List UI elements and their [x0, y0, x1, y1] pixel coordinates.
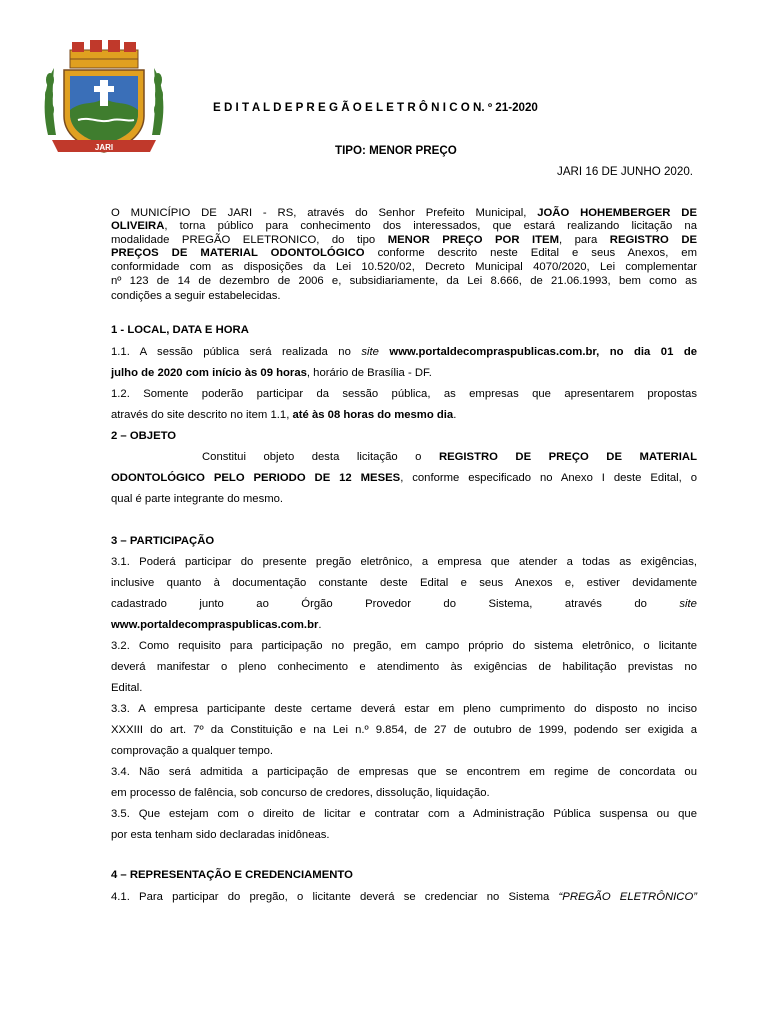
s3-line-3: cadastrado junto ao Órgão Provedor do Sistema, através do site: [111, 598, 697, 610]
s2-line-3: qual é parte integrante do mesmo.: [111, 493, 284, 505]
s1-line-3: 1.2. Somente poderão participar da sessão pública, as empresas que apresentarem propostas: [111, 388, 697, 400]
s3-line-12: em processo de falência, sob concurso de credores, dissolução, liquidação.: [111, 787, 490, 799]
document-title: E D I T A L D E P R E G Ã O E L E T R Ô N I C O N. º 21-2020: [213, 101, 538, 114]
s3-line-1: 3.1. Poderá participar do presente pregão eletrônico, a empresa que atender a todas as exigências,: [111, 556, 697, 568]
s1-line-2: julho de 2020 com início às 09 horas, horário de Brasília - DF.: [111, 367, 432, 379]
s1-line-4: através do site descrito no item 1.1, até às 08 horas do mesmo dia.: [111, 409, 457, 421]
s3-line-9: XXXIII do art. 7º da Constituição e na Lei n.º 9.854, de 27 de outubro de 1999, podendo ser exigida a: [111, 724, 697, 736]
s3-line-7: Edital.: [111, 682, 143, 694]
intro-line-7: condições a seguir estabelecidas.: [111, 290, 281, 302]
section-4-heading: 4 – REPRESENTAÇÃO E CREDENCIAMENTO: [111, 869, 353, 881]
intro-line-3: modalidade PREGÃO ELETRONICO, do tipo MENOR PREÇO POR ITEM, para REGISTRO DE: [111, 234, 698, 246]
intro-line-6: nº 123 de 14 de dezembro de 2006 e, subsidiariamente, da Lei 8.666, de 21.06.1993, bem como as: [111, 275, 697, 287]
s3-line-5: 3.2. Como requisito para participação no pregão, em campo próprio do sistema eletrônico, o licitante: [111, 640, 697, 652]
s3-line-6: deverá manifestar o pleno conhecimento e atendimento às exigências de habilitação previstas no: [111, 661, 697, 673]
ribbon-banner: [52, 140, 156, 152]
s3-line-8: 3.3. A empresa participante deste certame deverá estar em pleno cumprimento do disposto no inciso: [111, 703, 697, 715]
s3-line-13: 3.5. Que estejam com o direito de licitar e contratar com a Administração Pública suspensa ou que: [111, 808, 697, 820]
s2-line-2: ODONTOLÓGICO PELO PERIODO DE 12 MESES, conforme especificado no Anexo I deste Edital, o: [111, 472, 697, 484]
municipal-coat-of-arms-logo: [38, 40, 170, 160]
s2-line-1: Constitui objeto desta licitação o REGISTRO DE PREÇO DE MATERIAL: [202, 451, 697, 463]
intro-line-4: PREÇOS DE MATERIAL ODONTOLÓGICO conforme descrito neste Edital e seus Anexos, em: [111, 247, 697, 259]
s3-line-10: comprovação a qualquer tempo.: [111, 745, 274, 757]
wheat-left-icon: [45, 68, 56, 135]
wheat-right-icon: [152, 68, 163, 135]
intro-line-1: O MUNICÍPIO DE JARI - RS, através do Senhor Prefeito Municipal, JOÃO HOHEMBERGER DE: [111, 207, 697, 219]
s3-line-4: www.portaldecompraspublicas.com.br.: [111, 619, 322, 631]
section-2-heading: 2 – OBJETO: [111, 430, 177, 442]
intro-line-5: conformidade com as disposições da Lei 10.520/02, Decreto Municipal 4070/2020, Lei complementar: [111, 261, 697, 273]
s3-line-14: por esta tenham sido declaradas inidôneas.: [111, 829, 330, 841]
shield-icon: [64, 70, 144, 152]
s3-line-2: inclusive quanto à documentação constante deste Edital e seus Anexos e, estiver devidamente: [111, 577, 697, 589]
ribbon-text: JARI: [94, 143, 114, 152]
s4-line-1: 4.1. Para participar do pregão, o licitante deverá se credenciar no Sistema “PREGÃO ELETRÔNICO”: [111, 891, 698, 903]
section-1-heading: 1 - LOCAL, DATA E HORA: [111, 324, 249, 336]
section-3-heading: 3 – PARTICIPAÇÃO: [111, 535, 215, 547]
s1-line-1: 1.1. A sessão pública será realizada no site www.portaldecompraspublicas.com.br, no dia 01 de: [111, 346, 698, 358]
intro-line-2: OLIVEIRA, torna público para conhecimento dos interessados, que estará realizando licitação na: [111, 220, 697, 232]
tipo-label: TIPO: MENOR PREÇO: [335, 144, 457, 157]
crown-icon: [70, 40, 138, 68]
s3-line-11: 3.4. Não será admitida a participação de empresas que se encontrem em regime de concordata ou: [111, 766, 697, 778]
document-date: JARI 16 DE JUNHO 2020.: [557, 165, 693, 178]
